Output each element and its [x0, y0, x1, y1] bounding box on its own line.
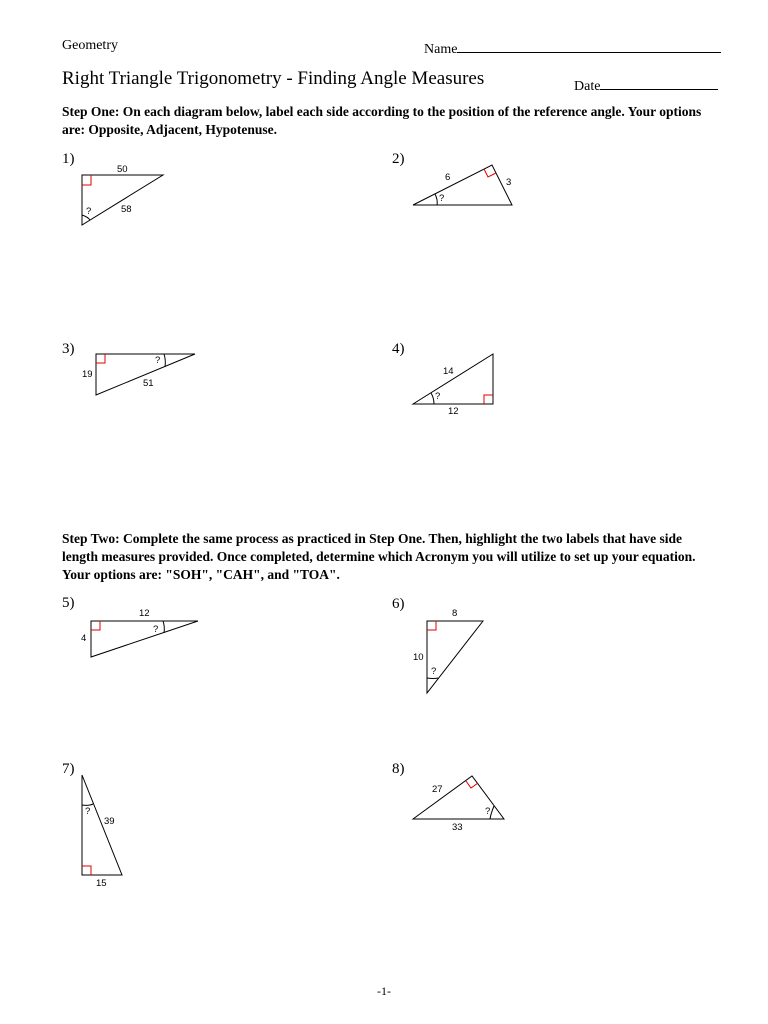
side-label: 4: [81, 633, 87, 644]
problem-number: 3): [62, 341, 75, 357]
reference-angle-arc: [435, 194, 437, 205]
angle-label: ?: [431, 666, 437, 677]
problem-number: 8): [392, 761, 405, 777]
problem-number: 2): [392, 151, 405, 167]
side-label: 12: [139, 608, 150, 619]
right-angle-marker: [484, 395, 493, 404]
reference-angle-arc: [163, 621, 164, 633]
right-angle-marker: [82, 866, 91, 875]
side-label: 19: [82, 369, 93, 380]
right-angle-marker: [82, 175, 91, 185]
side-label: 39: [104, 816, 115, 827]
side-label: 15: [96, 878, 107, 889]
problem-number: 6): [392, 596, 405, 612]
side-label: 12: [448, 406, 459, 417]
side-label: 50: [117, 164, 128, 175]
reference-angle-arc: [431, 393, 434, 404]
triangle-1: [82, 175, 163, 225]
angle-label: ?: [439, 193, 445, 204]
angle-label: ?: [153, 624, 159, 635]
side-label: 8: [452, 608, 458, 619]
page-number: -1-: [377, 984, 391, 998]
angle-label: ?: [85, 806, 91, 817]
name-label: Name: [424, 42, 458, 57]
problem-number: 4): [392, 341, 405, 357]
side-label: 3: [506, 177, 512, 188]
side-label: 10: [413, 652, 424, 663]
step-one-instructions: Step One: On each diagram below, label each side according to the position of the reference angle. Your options are: Opposite, Adjacent, Hypotenuse.: [62, 104, 702, 137]
right-angle-marker: [427, 621, 436, 630]
angle-label: ?: [155, 355, 161, 366]
side-label: 51: [143, 378, 154, 389]
triangle-7: [82, 775, 122, 875]
page-title: Right Triangle Trigonometry - Finding Angle Measures: [62, 68, 485, 89]
triangle-5: [91, 621, 198, 657]
triangle-2: [413, 165, 512, 205]
side-label: 14: [443, 366, 454, 377]
side-label: 27: [432, 784, 443, 795]
triangle-6: [427, 621, 483, 693]
angle-label: ?: [435, 391, 441, 402]
subject-label: Geometry: [62, 38, 118, 53]
problem-number: 1): [62, 151, 75, 167]
reference-angle-arc: [427, 678, 438, 679]
problem-number: 7): [62, 761, 75, 777]
right-angle-marker: [91, 621, 100, 630]
angle-label: ?: [86, 206, 92, 217]
side-label: 33: [452, 822, 463, 833]
side-label: 6: [445, 172, 451, 183]
reference-angle-arc: [164, 354, 165, 367]
triangle-8: [413, 776, 504, 819]
step-two-instructions: Step Two: Complete the same process as practiced in Step One. Then, highlight the two labels that have side length measures provided. Once completed, determine which Acronym you will utilize to set up your equation. Your options are: "SOH", "CAH", and "TOA".: [62, 531, 696, 582]
problem-number: 5): [62, 595, 75, 611]
right-angle-marker: [96, 354, 105, 363]
side-label: 58: [121, 204, 132, 215]
date-label: Date: [574, 79, 601, 94]
angle-label: ?: [485, 806, 491, 817]
triangle-4: [413, 354, 493, 404]
reference-angle-arc: [490, 806, 494, 819]
